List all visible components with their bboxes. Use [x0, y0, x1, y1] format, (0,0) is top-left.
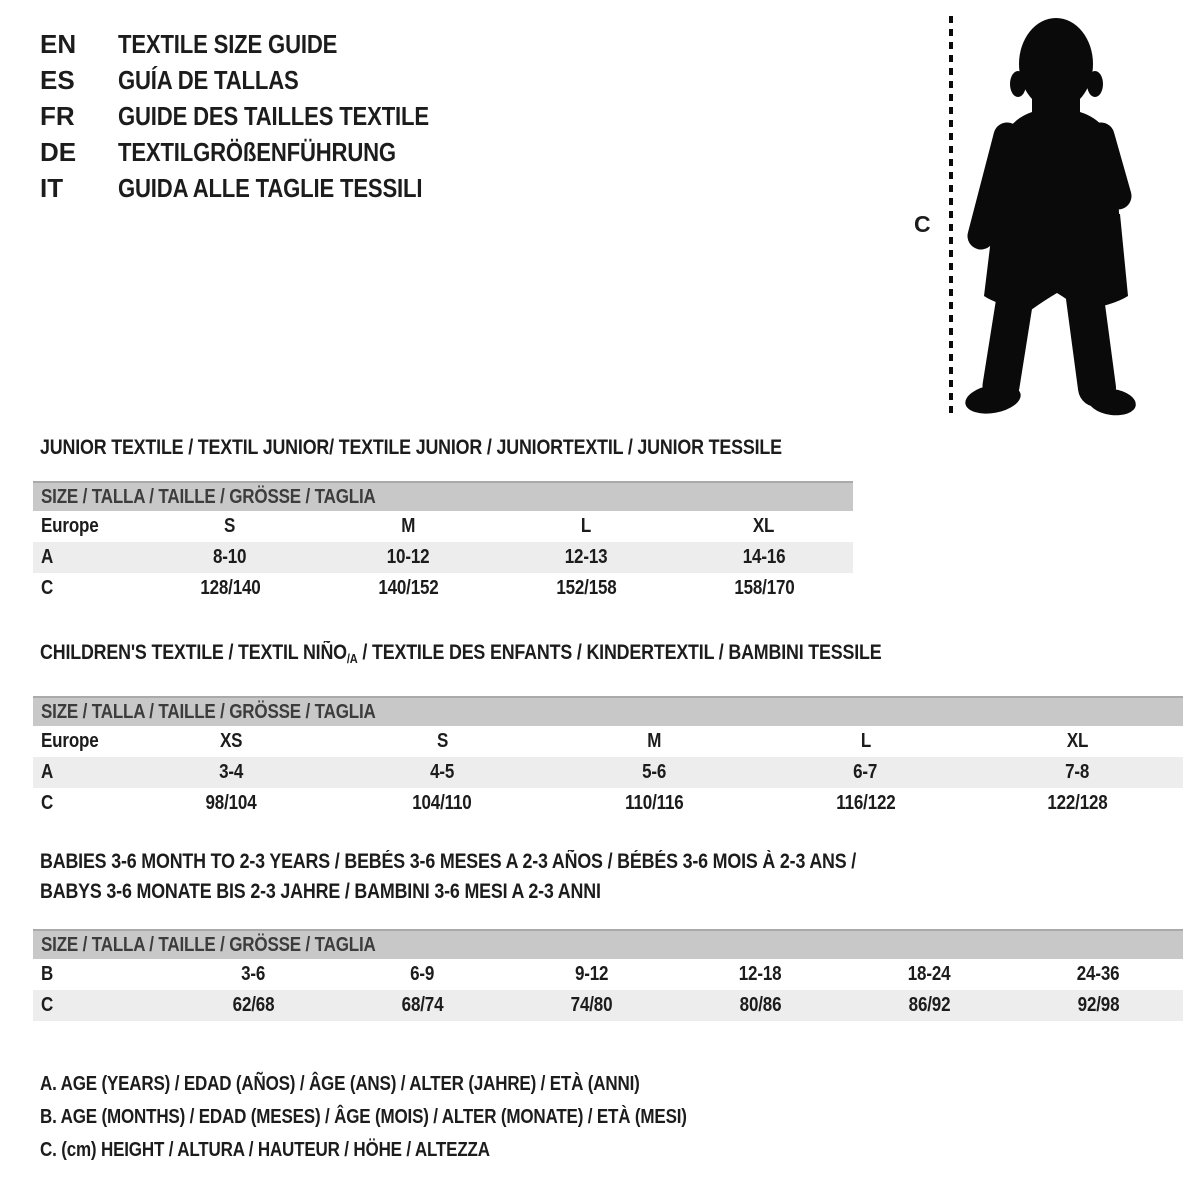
- language-row-de: [40, 134, 484, 170]
- months-cell: 12-18: [739, 963, 782, 985]
- table-row-height: [33, 573, 853, 604]
- row-label: B: [41, 963, 54, 985]
- table-row-height: [33, 788, 1183, 819]
- language-code: IT: [40, 173, 64, 203]
- age-cell: 10-12: [386, 546, 430, 568]
- row-label: A: [41, 546, 54, 568]
- language-row-en: [40, 26, 484, 62]
- guide-title: GUIDE DES TAILLES TEXTILE: [118, 101, 429, 131]
- height-cell: 74/80: [570, 994, 613, 1016]
- height-cell: 98/104: [205, 792, 257, 814]
- section-heading-children: CHILDREN'S TEXTILE / TEXTIL NIÑO/A / TEXTILE DES ENFANTS / KINDERTEXTIL / BAMBINI TESSILE: [40, 641, 882, 666]
- age-cell: 3-4: [218, 761, 243, 783]
- age-cell: 5-6: [641, 761, 667, 783]
- age-cell: 7-8: [1065, 761, 1090, 783]
- table-row-age: [33, 757, 1183, 788]
- size-table-header: SIZE / TALLA / TAILLE / GRÖSSE / TAGLIA: [33, 481, 853, 511]
- row-label: A: [41, 761, 54, 783]
- babies-size-table: [33, 929, 1183, 1021]
- height-cell: 140/152: [377, 577, 439, 599]
- table-row-europe: [33, 511, 853, 542]
- age-cell: 4-5: [430, 761, 455, 783]
- row-label: Europe: [41, 730, 99, 752]
- table-row-height: [33, 990, 1183, 1021]
- months-cell: 9-12: [574, 963, 609, 985]
- language-code: ES: [40, 65, 75, 95]
- size-cell: S: [224, 515, 236, 537]
- size-table-header: SIZE / TALLA / TAILLE / GRÖSSE / TAGLIA: [33, 929, 1183, 959]
- age-cell: 8-10: [213, 546, 247, 568]
- section-heading-babies: BABIES 3-6 MONTH TO 2-3 YEARS / BEBÉS 3-6 MESES A 2-3 AÑOS / BÉBÉS 3-6 MOIS À 2-3 ANS / BABYS 3-6 MONATE BIS 2-3 JAHRE / BAMBINI 3-6 MESI A 2-3 ANNI: [40, 850, 857, 903]
- language-code: FR: [40, 101, 75, 131]
- language-title-list: [40, 26, 484, 206]
- size-cell: S: [436, 730, 448, 752]
- size-cell: M: [401, 515, 415, 537]
- junior-size-table: [33, 481, 853, 604]
- language-code: DE: [40, 137, 77, 167]
- guide-title: GUÍA DE TALLAS: [118, 65, 299, 95]
- legend-line-a: A. AGE (YEARS) / EDAD (AÑOS) / ÂGE (ANS) / ALTER (JAHRE) / ETÀ (ANNI): [40, 1073, 640, 1095]
- age-cell: 6-7: [853, 761, 878, 783]
- language-row-it: [40, 170, 484, 206]
- row-label: C: [41, 792, 54, 814]
- legend: [40, 1068, 801, 1167]
- children-size-table: [33, 696, 1183, 819]
- height-cell: 86/92: [908, 994, 951, 1016]
- height-cell: 80/86: [739, 994, 782, 1016]
- size-cell: XL: [1066, 730, 1088, 752]
- height-cell: 116/122: [835, 792, 896, 814]
- height-cell: 92/98: [1077, 994, 1120, 1016]
- height-cell: 158/170: [733, 577, 795, 599]
- size-cell: XL: [753, 515, 775, 537]
- nino-a-subscript: /A: [346, 651, 358, 666]
- size-cell: XS: [219, 730, 242, 752]
- table-row-europe: [33, 726, 1183, 757]
- row-label: C: [41, 994, 54, 1016]
- height-cell: 110/116: [624, 792, 684, 814]
- table-row-months: [33, 959, 1183, 990]
- language-row-es: [40, 62, 484, 98]
- guide-title: GUIDA ALLE TAGLIE TESSILI: [118, 173, 423, 203]
- size-cell: L: [580, 515, 592, 537]
- months-cell: 24-36: [1077, 963, 1120, 985]
- size-cell: L: [860, 730, 871, 752]
- table-row-age: [33, 542, 853, 573]
- height-cell: 68/74: [401, 994, 444, 1016]
- months-cell: 6-9: [410, 963, 435, 985]
- guide-title: TEXTILGRÖßENFÜHRUNG: [118, 137, 396, 167]
- height-cell: 62/68: [232, 994, 275, 1016]
- row-label: C: [41, 577, 54, 599]
- section-heading-junior: JUNIOR TEXTILE / TEXTIL JUNIOR/ TEXTILE JUNIOR / JUNIORTEXTIL / JUNIOR TESSILE: [40, 436, 782, 459]
- months-cell: 3-6: [241, 963, 266, 985]
- language-row-fr: [40, 98, 484, 134]
- guide-title: TEXTILE SIZE GUIDE: [118, 29, 338, 59]
- language-code: EN: [40, 29, 77, 59]
- size-cell: M: [646, 730, 661, 752]
- height-cell: 104/110: [412, 792, 473, 814]
- height-measure-label: C: [914, 211, 931, 237]
- row-label: Europe: [41, 515, 99, 537]
- age-cell: 14-16: [742, 546, 786, 568]
- age-cell: 12-13: [564, 546, 608, 568]
- height-cell: 128/140: [199, 577, 261, 599]
- months-cell: 18-24: [908, 963, 951, 985]
- height-cell: 152/158: [555, 577, 617, 599]
- height-cell: 122/128: [1047, 792, 1108, 814]
- legend-line-c: C. (cm) HEIGHT / ALTURA / HAUTEUR / HÖHE / ALTEZZA: [40, 1139, 490, 1161]
- size-table-header: SIZE / TALLA / TAILLE / GRÖSSE / TAGLIA: [33, 696, 1183, 726]
- legend-line-b: B. AGE (MONTHS) / EDAD (MESES) / ÂGE (MOIS) / ALTER (MONATE) / ETÀ (MESI): [40, 1106, 687, 1128]
